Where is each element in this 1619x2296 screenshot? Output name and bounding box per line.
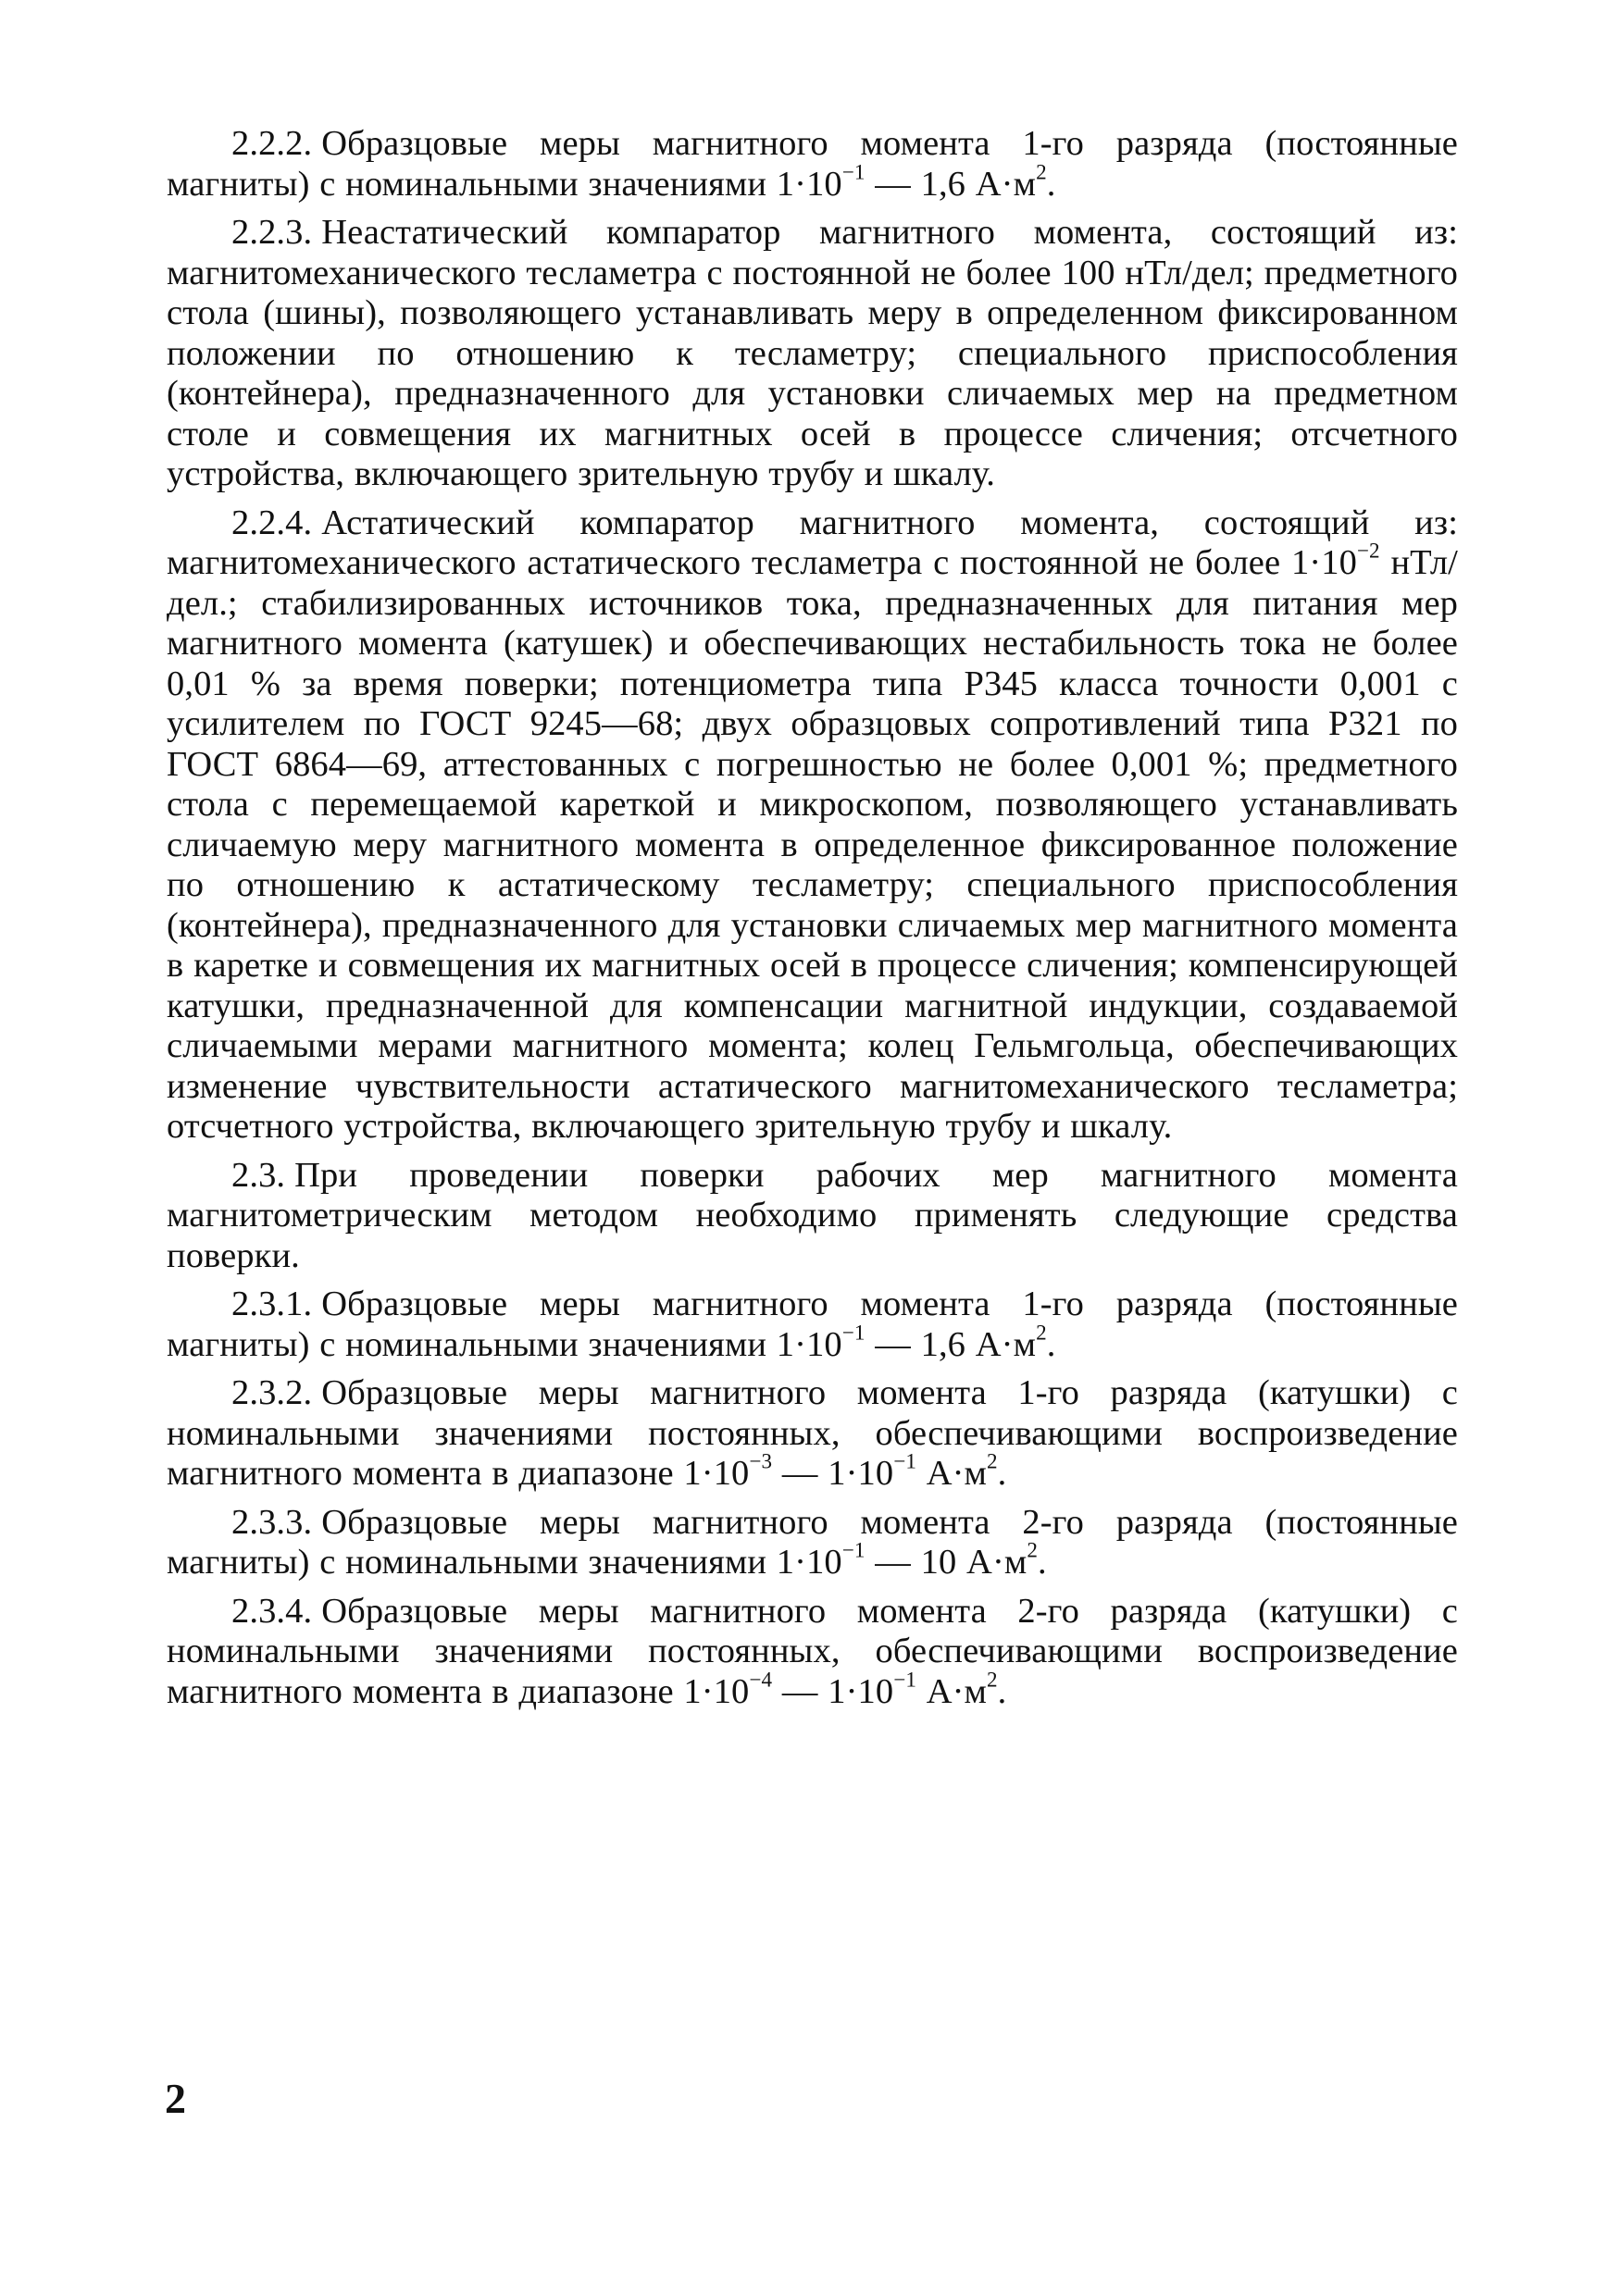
paragraph-number: 2.3.1.	[231, 1285, 313, 1323]
paragraph-number: 2.3.	[231, 1155, 286, 1195]
paragraph-2-3-4	[167, 1592, 1458, 1713]
paragraph-text: — 1,6 А·м	[865, 1324, 1037, 1364]
paragraph-text: — 10 А·м	[865, 1543, 1027, 1582]
paragraph-2-2-4	[167, 503, 1458, 1148]
paragraph-text: — 1·10	[772, 1454, 894, 1493]
paragraph-text: — 1·10	[772, 1671, 894, 1711]
paragraph-text: .	[1046, 1324, 1056, 1364]
superscript: −1	[841, 159, 866, 184]
paragraph-2-3-3	[167, 1503, 1458, 1583]
paragraph-text: Образцовые меры магнитного момента 1-го разряда (постоянные магниты) с номинальными значениями 1·10	[167, 1285, 1458, 1364]
paragraph-text: Астатический компаратор магнитного момента, состоящий из: магнитомеханического астатического тесламетра с постоянной не более 1·10	[167, 503, 1458, 582]
paragraph-2-2-2	[167, 124, 1458, 205]
paragraph-text: .	[1046, 164, 1056, 204]
paragraph-text: — 1,6 А·м	[865, 164, 1037, 204]
paragraph-text: А·м	[916, 1454, 988, 1493]
superscript: −4	[749, 1667, 773, 1692]
document-page	[167, 124, 1458, 1720]
paragraph-2-3-2	[167, 1373, 1458, 1495]
paragraph-number: 2.2.3.	[231, 213, 313, 252]
paragraph-text: При проведении поверки рабочих мер магнитного момента магнитометрическим методом необходимо применять следующие средства поверки.	[167, 1155, 1458, 1275]
paragraph-text: Образцовые меры магнитного момента 1-го разряда (катушки) с номинальными значениями постоянных, обеспечивающими воспроизведение магнитного момента в диапазоне 1·10	[167, 1373, 1458, 1493]
paragraph-text: Образцовые меры магнитного момента 1-го разряда (постоянные магниты) с номинальными значениями 1·10	[167, 124, 1458, 204]
paragraph-text: .	[1037, 1543, 1047, 1582]
paragraph-2-2-3	[167, 213, 1458, 495]
superscript: −1	[893, 1667, 916, 1692]
paragraph-list	[167, 124, 1458, 1712]
superscript: 2	[987, 1448, 998, 1473]
paragraph-text: Неастатический компаратор магнитного момента, состоящий из: магнитомеханического тесламетра с постоянной не более 100 нТл/дел; предметного стола (шины), позволяющего устанавливать меру в определенном фиксированном положении по отношению к тесламетру; специального приспособления (контейнера), предназначенного для установки сличаемых мер на предметном столе и совмещения их магнитных осей в процессе сличения; отсчетного устройства, включающего зрительную трубу и шкалу.	[167, 213, 1458, 493]
paragraph-text: Образцовые меры магнитного момента 2-го разряда (постоянные магниты) с номинальными значениями 1·10	[167, 1502, 1458, 1582]
paragraph-number: 2.3.4.	[231, 1591, 313, 1631]
paragraph-number: 2.3.3.	[231, 1502, 313, 1542]
paragraph-2-3-1	[167, 1285, 1458, 1365]
superscript: 2	[1036, 159, 1047, 184]
superscript: −1	[841, 1537, 866, 1562]
paragraph-text: .	[997, 1671, 1007, 1711]
superscript: −2	[1356, 538, 1380, 563]
paragraph-text: .	[997, 1454, 1007, 1493]
paragraph-number: 2.2.2.	[231, 124, 313, 163]
paragraph-number: 2.2.4.	[231, 503, 313, 542]
superscript: −1	[893, 1448, 916, 1473]
superscript: −3	[749, 1448, 773, 1473]
superscript: 2	[1027, 1537, 1038, 1562]
paragraph-2-3	[167, 1156, 1458, 1277]
paragraph-text: Образцовые меры магнитного момента 2-го разряда (катушки) с номинальными значениями постоянных, обеспечивающими воспроизведение магнитного момента в диапазоне 1·10	[167, 1591, 1458, 1711]
paragraph-text: нТл/дел.; стабилизированных источников тока, предназначенных для питания мер магнитного момента (катушек) и обеспечивающих нестабильность тока не более 0,01 % за время поверки; потенциометра типа Р345 класса точности 0,001 с усилителем по ГОСТ 9245—68; двух образцовых сопротивлений типа Р321 по ГОСТ 6864—69, аттестованных с погрешностью не более 0,001 %; предметного стола с перемещаемой кареткой и микроскопом, позволяющего устанавливать сличаемую меру магнитного момента в определенное фиксированное положение по отношению к астатическому тесламетру; специального приспособления (контейнера), предназначенного для установки сличаемых мер магнитного момента в каретке и совмещения их магнитных осей в процессе сличения; компенсирующей катушки, предназначенной для компенсации магнитной индукции, создаваемой сличаемыми мерами магнитного момента; колец Гельмгольца, обеспечивающих изменение чувствительности астатического магнитомеханического тесламетра; отсчетного устройства, включающего зрительную трубу и шкалу.	[167, 543, 1458, 1146]
page-number: 2	[165, 2075, 186, 2122]
paragraph-number: 2.3.2.	[231, 1373, 313, 1412]
superscript: 2	[1036, 1320, 1047, 1345]
superscript: −1	[841, 1320, 866, 1345]
paragraph-text: А·м	[916, 1671, 988, 1711]
superscript: 2	[987, 1667, 998, 1692]
